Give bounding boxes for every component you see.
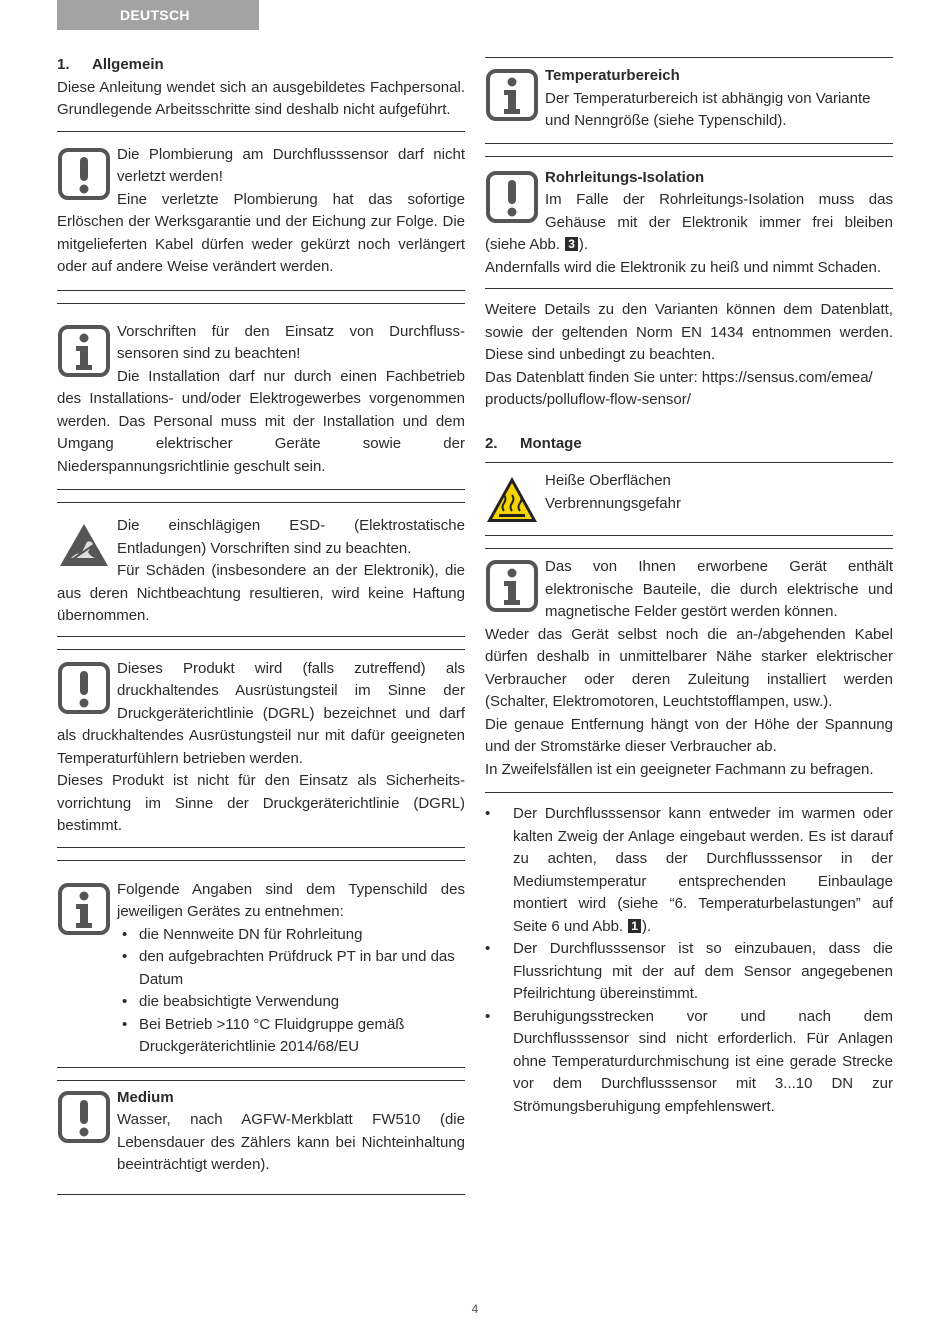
bullet-1-text-b: ). [641,917,652,935]
section-title: Allgemein [92,56,164,73]
hot-surface-warning-icon [485,473,539,527]
bullet-1-text-a: Der Durchflusssensor kann entweder im warmen oder kalten Zweig der Anlage eingebaut werden. Es ist darauf zu achten, dass der Durchflusssensor in der Mediumstemperatur entsprechenden Einbaulage montiert wird (siehe “6. Temperaturbelastungen” auf Seite 6 und Abb. [513,805,893,935]
details-block [485,289,893,412]
list-item: • die Nennweite DN für Rohrleitung [139,924,465,947]
section-number: 2. [485,434,498,452]
regulations-info-note [57,304,465,479]
regulations-text-2: Die Installation darf nur durch einen Fachbetrieb des Installations- und/oder Elektrogewerbes vorgenommen werden. Das Personal muss mit der Installation und dem Umgang elektrischer Geräte sowie der Niederspannungsrichtlinie geschult sein. [57,367,465,475]
info-icon [57,324,111,378]
warning-exclamation-icon [485,170,539,224]
right-column [485,52,893,1118]
medium-warning-note [57,1081,465,1177]
typeplate-list [117,924,465,1059]
typeplate-text-1: Folgende Angaben sind dem Typenschild des jeweiligen Gerätes zu entnehmen: [117,880,465,920]
section-2-heading [485,433,893,456]
list-item: • den aufgebrachten Prüfdruck PT in bar und das Datum [139,946,465,991]
esd-text-1: Die einschlägigen ESD- (Elektrostatische Entladungen) Vorschriften sind zu beachten. [117,517,465,557]
list-item: • Der Durchflusssensor ist so einzubauen, dass die Flussrichtung mit der auf dem Sensor angegebenen Pfeilrichtung übereinstimmt. [513,938,893,1006]
emi-info-note [485,549,893,781]
details-text-1: Weitere Details zu den Varianten können dem Datenblatt, sowie der geltenden Norm EN 1434 entnommen werden. Diese sind unbedingt zu beachten. [485,301,893,363]
section-number: 1. [57,56,70,73]
list-item: • Bei Betrieb >110 °C Fluidgruppe gemäß Druckgeräterichtlinie 2014/68/EU [139,1014,465,1059]
emi-text-3: Die genaue Entfernung hängt von der Höhe der Spannung und der Stromstärke dieser Verbraucher ab. [485,715,893,755]
seal-warning-note [57,132,465,279]
list-item [513,803,893,938]
pressure-text-1: Dieses Produkt wird (falls zutreffend) als druckhaltendes Ausrüstungsteil im Sinne der Druckgeräterichtlinie (DGRL) bezeichnet und darf als druckhaltendes Ausrüstungsteil nur mit dafür geeigneten Temperaturfühlern betrieben werden. [57,659,465,767]
medium-title: Medium [117,1088,174,1106]
page-number: 4 [471,1302,479,1316]
medium-text-1: Wasser, nach AGFW-Merkblatt FW510 (die Lebensdauer des Zählers kann bei Nichteinhaltung beeinträchtigt werden). [117,1111,465,1173]
hot-surface-note [485,463,893,529]
temperature-info-note [485,58,893,133]
mounting-bullet-list [485,803,893,1118]
insulation-text-2: Andernfalls wird die Elektronik zu heiß und nimmt Schaden. [485,258,882,276]
temperature-title: Temperaturbereich [545,67,680,84]
section-1-heading [57,54,465,77]
left-column [57,52,465,1195]
esd-text-2: Für Schäden (insbesondere an der Elektronik), die aus deren Nichtbeachtung resultieren, wird keine Haftung übernommen. [57,562,465,624]
figure-ref-badge: 1 [628,919,641,933]
esd-warning-icon [57,518,111,572]
insulation-text-1b: ). [578,236,589,253]
info-icon [485,68,539,122]
figure-ref-badge: 3 [565,237,578,251]
language-tab: DEUTSCH [57,0,259,30]
intro-text: Diese Anleitung wendet sich an ausgebildetes Fachpersonal. Grundlegende Arbeitsschritte sind deshalb nicht aufgeführt. [57,78,465,118]
seal-text-2: Eine verletzte Plombierung hat das sofortige Erlöschen der Werksgarantie und der Eichung zur Folge. Die mitgelieferten Kabel dürfen weder gekürzt noch verlängert oder auf andere Weise verändert werden. [57,190,465,275]
warning-exclamation-icon [57,661,111,715]
hot-surface-line-1: Heiße Oberflächen [545,472,671,489]
typeplate-info-note [57,861,465,1059]
seal-text-1: Die Plombierung am Durchflusssensor darf nicht verletzt werden! [117,145,465,185]
temperature-text-1: Der Temperaturbereich ist abhängig von Variante und Nenngröße (siehe Typenschild). [545,89,871,129]
details-text-2: Das Datenblatt finden Sie unter: https://sensus.com/emea/ products/polluflow-flow-sensor/ [485,368,873,408]
warning-exclamation-icon [57,147,111,201]
insulation-warning-note [485,157,893,280]
insulation-text-1a: Im Falle der Rohrleitungs-Isolation muss das Gehäuse mit der Elektronik immer frei bleiben (siehe Abb. [485,191,893,253]
insulation-text-1 [485,189,893,257]
insulation-title: Rohrleitungs-Isolation [545,168,705,186]
hot-surface-line-2: Verbrennungsgefahr [545,494,681,512]
list-item: • Beruhigungsstrecken vor und nach dem Durchflusssensor sind nicht erforderlich. Für Anlagen ohne Temperaturdurchmischung ist eine gerade Strecke vor dem Durchflusssensor mit 3...10 DN zur Strömungsberuhigung empfehlenswert. [513,1006,893,1119]
regulations-text-1: Vorschriften für den Einsatz von Durchfluss-sensoren sind zu beachten! [117,322,465,362]
emi-text-2: Weder das Gerät selbst noch die an-/abgehenden Kabel dürfen deshalb in unmittelbarer Nähe starker elektrischer Verbraucher oder deren Zuleitung installiert werden (Schalter, Elektromotoren, Leuchtstofflampen, usw.). [485,625,893,710]
info-icon [485,559,539,613]
esd-warning-note [57,503,465,628]
info-icon [57,882,111,936]
warning-exclamation-icon [57,1090,111,1144]
list-item: • die beabsichtigte Verwendung [139,991,465,1014]
emi-text-1: Das von Ihnen erworbene Gerät enthält elektronische Bauteile, die durch elektrische und magnetische Felder gestört werden können. [545,558,893,620]
pressure-text-2: Dieses Produkt ist nicht für den Einsatz als Sicherheits-vorrichtung im Sinne der Druckgeräterichtlinie (DGRL) bestimmt. [57,772,465,834]
emi-text-4: In Zweifelsfällen ist ein geeigneter Fachmann zu befragen. [485,760,874,778]
section-title: Montage [520,434,582,452]
pressure-warning-note [57,650,465,838]
